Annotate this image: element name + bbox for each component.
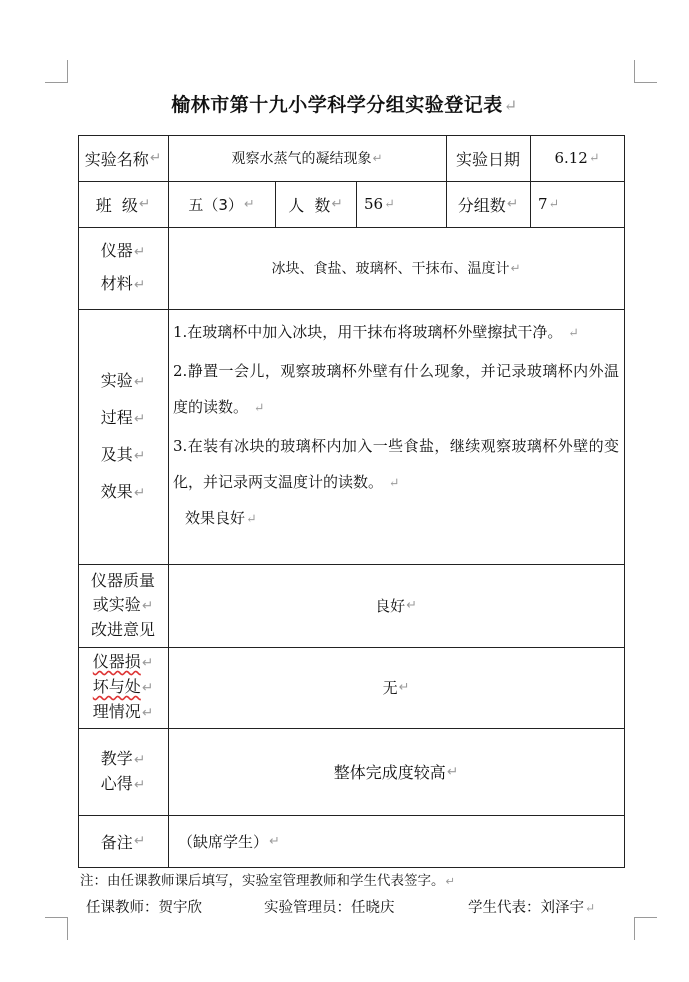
experiment-name-value: 观察水蒸气的凝结现象 ↵ xyxy=(231,151,383,167)
crop-mark-top-right xyxy=(634,60,657,83)
process-label: 实验↵ 过程↵ 及其↵ 效果↵ xyxy=(100,370,146,501)
group-count-value: 7 ↵ xyxy=(538,195,560,213)
student-count-label: 人 数 ↵ xyxy=(288,195,343,215)
quality-value: 良好 ↵ xyxy=(375,597,417,615)
paragraph-mark-icon: ↵ xyxy=(503,96,518,115)
experiment-name-label: 实验名称 ↵ xyxy=(84,149,162,169)
lab-manager-signature: 实验管理员：任晓庆 xyxy=(264,900,395,916)
equipment-label: 仪器↵ 材料↵ xyxy=(100,241,146,293)
footer-note: 注：由任课教师课后填写，实验室管理教师和学生代表签字。↵ xyxy=(80,873,456,889)
equipment-value: 冰块、食盐、玻璃杯、干抹布、温度计 ↵ xyxy=(271,261,521,277)
teacher-signature: 任课教师：贺宇欣 xyxy=(86,900,202,916)
remarks-label: 备注 ↵ xyxy=(100,832,146,852)
reflection-value: 整体完成度较高 ↵ xyxy=(333,763,459,782)
remarks-value: （缺席学生） ↵ xyxy=(178,832,280,851)
reflection-label: 教学↵ 心得↵ xyxy=(100,748,146,793)
group-count-label: 分组数 ↵ xyxy=(457,195,519,215)
crop-mark-top-left xyxy=(45,60,68,83)
quality-label: 仪器质量 或实验↵ 改进意见 xyxy=(90,571,155,639)
student-count-value: 56 ↵ xyxy=(364,195,395,213)
damage-label: 仪器损↵ 坏与处↵ 理情况↵ xyxy=(92,652,154,721)
student-rep-signature: 学生代表：刘泽宇↵ xyxy=(468,900,596,916)
damage-value: 无 ↵ xyxy=(382,679,410,697)
process-result: 效果良好↵ xyxy=(185,508,257,527)
process-content xyxy=(173,314,619,535)
crop-mark-bottom-left xyxy=(45,917,68,940)
process-step: 1.在玻璃杯中加入冰块，用干抹布将玻璃杯外壁擦拭干净。 ↵ xyxy=(173,323,579,341)
experiment-date-label: 实验日期 xyxy=(455,149,520,169)
class-value: 五（3） ↵ xyxy=(188,195,255,214)
class-label: 班 级 ↵ xyxy=(95,195,151,215)
page-title-text: 榆林市第十九小学科学分组实验登记表 xyxy=(171,94,503,116)
process-step: 3.在装有冰块的玻璃杯内加入一些食盐，继续观察玻璃杯外壁的变化，并记录两支温度计的读数。 ↵ xyxy=(173,436,619,491)
crop-mark-bottom-right xyxy=(634,917,657,940)
experiment-date-value: 6.12 ↵ xyxy=(554,149,600,167)
process-step: 2.静置一会儿，观察玻璃杯外壁有什么现象，并记录玻璃杯内外温度的读数。 ↵ xyxy=(173,361,619,416)
page-title xyxy=(0,90,689,117)
